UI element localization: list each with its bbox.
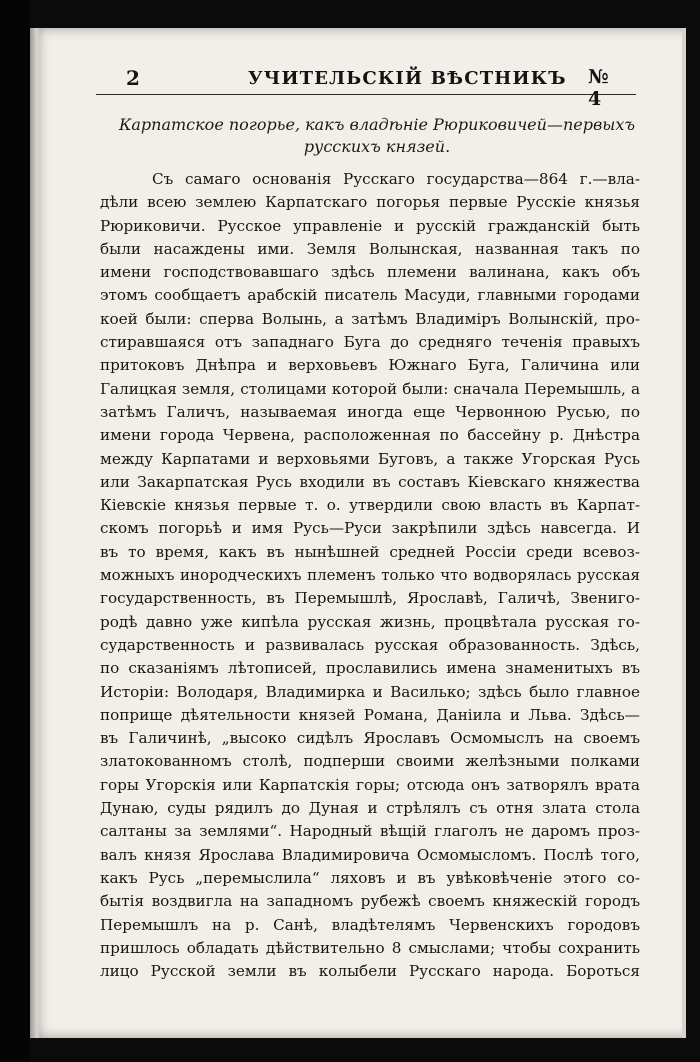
text-line: родѣ давно уже кипѣла русская жизнь, процвѣтала русская го-: [100, 612, 640, 631]
scan-background-edge: [0, 0, 30, 1062]
section-heading: Карпатское погорье, какъ владѣніе Рюриковичей—первыхъ русскихъ князей.: [118, 115, 635, 156]
text-line: затѣмъ Галичъ, называемая иногда еще Червонною Русью, по: [100, 402, 640, 421]
text-line: или Закарпатская Русь входили въ составъ Кіевскаго княжества: [100, 472, 640, 491]
text-line: лицо Русской земли въ колыбели Русскаго народа. Бороться: [100, 962, 640, 981]
text-line: между Карпатами и верховьями Буговъ, а также Угорская Русь: [100, 449, 640, 468]
text-line: государственность, въ Перемышлѣ, Ярославѣ, Галичѣ, Звениго-: [100, 589, 640, 608]
text-line: салтаны за землями“. Народный вѣщій глаголъ не даромъ проз-: [100, 822, 640, 841]
page-right-edge: [682, 28, 686, 1038]
text-line: дѣли всею землею Карпатскаго погорья первые Русскіе князья: [100, 193, 640, 212]
text-line: имени господствовавшаго здѣсь племени валинана, какъ объ: [100, 263, 640, 282]
running-header: [96, 38, 609, 110]
text-line: притоковъ Днѣпра и верховьевъ Южнаго Буга, Галичина или: [100, 356, 640, 375]
text-line: въ Галичинѣ, „высоко сидѣлъ Ярославъ Осмомыслъ на своемъ: [100, 729, 640, 748]
header-rule: [96, 94, 636, 95]
text-line: пришлось обладать дѣйствительно 8 смыслами; чтобы сохранить: [100, 938, 640, 957]
text-line: Исторіи: Володаря, Владимирка и Василько; здѣсь было главное: [100, 682, 640, 701]
text-line: Галицкая земля, столицами которой были: сначала Перемышль, а: [100, 379, 640, 398]
issue-number: № 4: [588, 66, 609, 110]
text-line: поприще дѣятельности князей Романа, Даніила и Льва. Здѣсь—: [100, 705, 640, 724]
text-line: сударственность и развивалась русская образованность. Здѣсь,: [100, 635, 640, 654]
text-line: въ то время, какъ въ нынѣшней средней Россіи среди всевоз-: [100, 542, 640, 561]
text-line: Дунаю, суды рядилъ до Дуная и стрѣлялъ съ отня злата стола: [100, 799, 640, 818]
text-line: по сказаніямъ лѣтописей, прославились имена знаменитыхъ въ: [100, 659, 640, 678]
text-line: имени города Червена, расположенная по бассейну р. Днѣстра: [100, 426, 640, 445]
text-line: бытія воздвигла на западномъ рубежѣ своемъ княжескій городъ: [100, 892, 640, 911]
text-line: можныхъ инородческихъ племенъ только что водворялась русская: [100, 566, 640, 585]
journal-title: УЧИТЕЛЬСКІЙ ВѢСТНИКЪ: [248, 68, 567, 89]
text-line: какъ Русь „перемыслила“ ляховъ и въ увѣковѣченіе этого со-: [100, 868, 640, 887]
text-line: Перемышлъ на р. Санѣ, владѣтелямъ Червенскихъ городовъ: [100, 915, 640, 934]
text-line: горы Угорскія или Карпатскія горы; отсюда онъ затворялъ врата: [100, 775, 640, 794]
text-line: коей были: сперва Волынь, а затѣмъ Владиміръ Волынскій, про-: [100, 309, 640, 328]
text-line: Съ самаго основанія Русскаго государства—864 г.—вла-: [152, 170, 640, 188]
text-line: Кіевскіе князья первые т. о. утвердили свою власть въ Карпат-: [100, 496, 640, 515]
text-line: скомъ погорьѣ и имя Русь—Руси закрѣпили здѣсь навсегда. И: [100, 519, 640, 538]
page-fold-shadow: [30, 28, 40, 1038]
text-line: Рюриковичи. Русское управленіе и русскій гражданскій быть: [100, 216, 640, 235]
text-line: были насаждены ими. Земля Волынская, названная такъ по: [100, 239, 640, 258]
text-line: стиравшаяся отъ западнаго Буга до средняго теченія правыхъ: [100, 333, 640, 352]
text-line: златокованномъ столѣ, подперши своими желѣзными полками: [100, 752, 640, 771]
text-line: валъ князя Ярослава Владимировича Осмомысломъ. Послѣ того,: [100, 845, 640, 864]
body-text: [100, 168, 640, 983]
text-line: этомъ сообщаетъ арабскій писатель Масуди, главными городами: [100, 286, 640, 305]
page-number: 2: [126, 66, 140, 90]
